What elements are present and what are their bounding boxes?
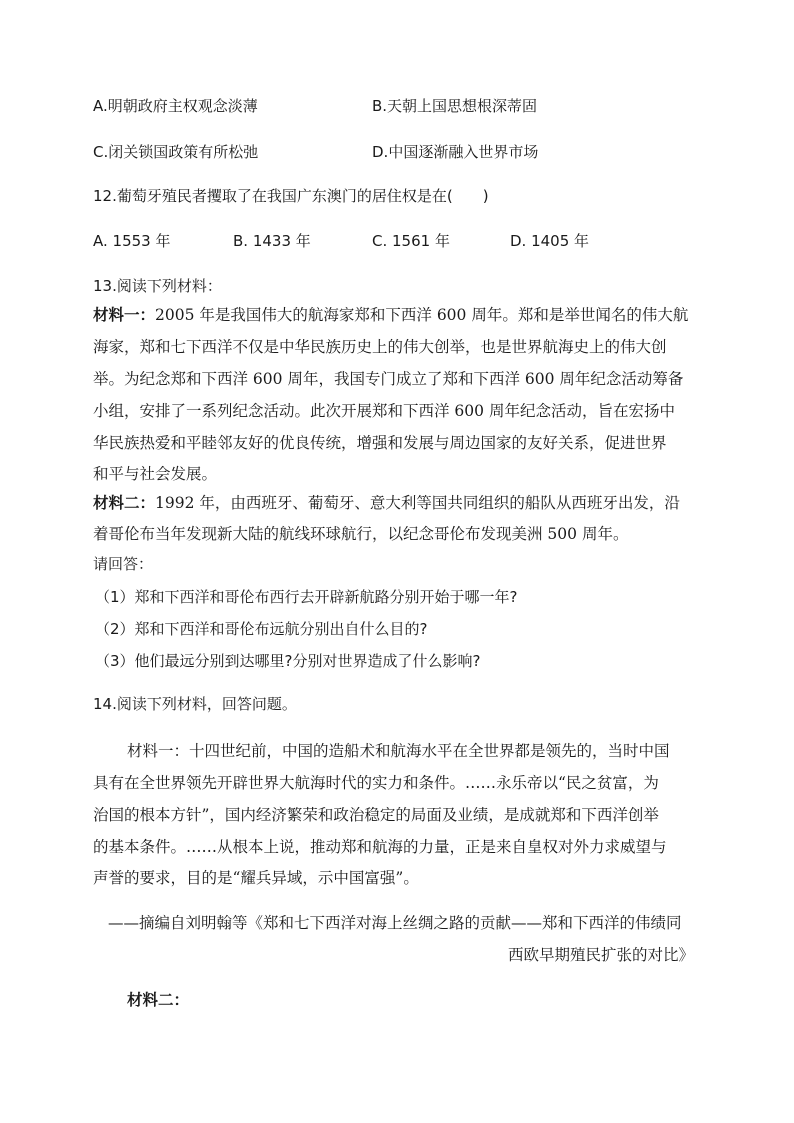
q14-source-line-1: ——摘编自刘明翰等《郑和七下西洋对海上丝绸之路的贡献——郑和下西洋的伟绩同 bbox=[108, 914, 682, 932]
q13-material1-text: 2005 年是我国伟大的航海家郑和下西洋 600 周年。郑和是举世闻名的伟大航 bbox=[155, 306, 689, 324]
q13-material1-line-6: 和平与社会发展。 bbox=[93, 465, 218, 483]
q13-material1-line-3: 举。为纪念郑和下西洋 600 周年，我国专门成立了郑和下西洋 600 周年纪念活动筹备 bbox=[93, 370, 684, 388]
q11-option-a: A.明朝政府主权观念淡薄 bbox=[93, 97, 258, 115]
q12-option-d: D. 1405 年 bbox=[510, 232, 590, 250]
q13-subquestion-1: （1）郑和下西洋和哥伦布西行去开辟新航路分别开始于哪一年? bbox=[95, 588, 518, 606]
q13-material2-text: 1992 年，由西班牙、葡萄牙、意大利等国共同组织的船队从西班牙出发，沿 bbox=[155, 494, 680, 512]
q14-material1-line-2: 具有在全世界领先开辟世界大航海时代的实力和条件。……永乐帝以“民之贫富，为 bbox=[93, 774, 659, 792]
q14-material1-line-3: 治国的根本方针”，国内经济繁荣和政治稳定的局面及业绩，是成就郑和下西洋创举 bbox=[93, 806, 659, 824]
q11-option-d: D.中国逐渐融入世界市场 bbox=[372, 143, 539, 161]
q13-material1-line-2: 海家，郑和七下西洋不仅是中华民族历史上的伟大创举，也是世界航海史上的伟大创 bbox=[93, 338, 667, 356]
q11-option-c: C.闭关锁国政策有所松弛 bbox=[93, 143, 259, 161]
q13-subquestion-3: （3）他们最远分别到达哪里?分别对世界造成了什么影响? bbox=[95, 652, 481, 670]
q14-source-line-2: 西欧早期殖民扩张的对比》 bbox=[507, 946, 694, 964]
q13-material1-line-5: 华民族热爱和平睦邻友好的优良传统，增强和发展与周边国家的友好关系，促进世界 bbox=[93, 434, 667, 452]
q13-material2-label: 材料二： bbox=[93, 493, 156, 512]
q13-material1-label: 材料一： bbox=[93, 305, 156, 324]
q13-stem: 13.阅读下列材料： bbox=[93, 277, 222, 295]
q14-stem: 14.阅读下列材料，回答问题。 bbox=[93, 695, 297, 713]
q13-material2-line-2: 着哥伦布当年发现新大陆的航线环球航行，以纪念哥伦布发现美洲 500 周年。 bbox=[93, 525, 629, 543]
q13-material1-line-4: 小组，安排了一系列纪念活动。此次开展郑和下西洋 600 周年纪念活动，旨在宏扬中 bbox=[93, 402, 675, 420]
q14-material1-line-1: 材料一：十四世纪前，中国的造船术和航海水平在全世界都是领先的，当时中国 bbox=[127, 742, 670, 760]
q14-material1-line-5: 声誉的要求，目的是“耀兵异域，示中国富强”。 bbox=[93, 869, 419, 887]
q13-answer-prompt: 请回答： bbox=[93, 555, 154, 573]
q12-option-c: C. 1561 年 bbox=[372, 232, 450, 250]
q14-material1-line-4: 的基本条件。……从根本上说，推动郑和航海的力量，正是来自皇权对外力求威望与 bbox=[93, 838, 667, 856]
q13-material2-line-1 bbox=[93, 493, 680, 513]
q13-subquestion-2: （2）郑和下西洋和哥伦布远航分别出自什么目的? bbox=[95, 620, 428, 638]
q14-material2-label: 材料二： bbox=[127, 990, 190, 1009]
q12-option-a: A. 1553 年 bbox=[93, 232, 171, 250]
q12-stem: 12.葡萄牙殖民者攫取了在我国广东澳门的居住权是在( ) bbox=[93, 187, 489, 205]
q12-option-b: B. 1433 年 bbox=[233, 232, 311, 250]
q13-material1-line-1 bbox=[93, 305, 688, 325]
q11-option-b: B.天朝上国思想根深蒂固 bbox=[372, 97, 538, 115]
